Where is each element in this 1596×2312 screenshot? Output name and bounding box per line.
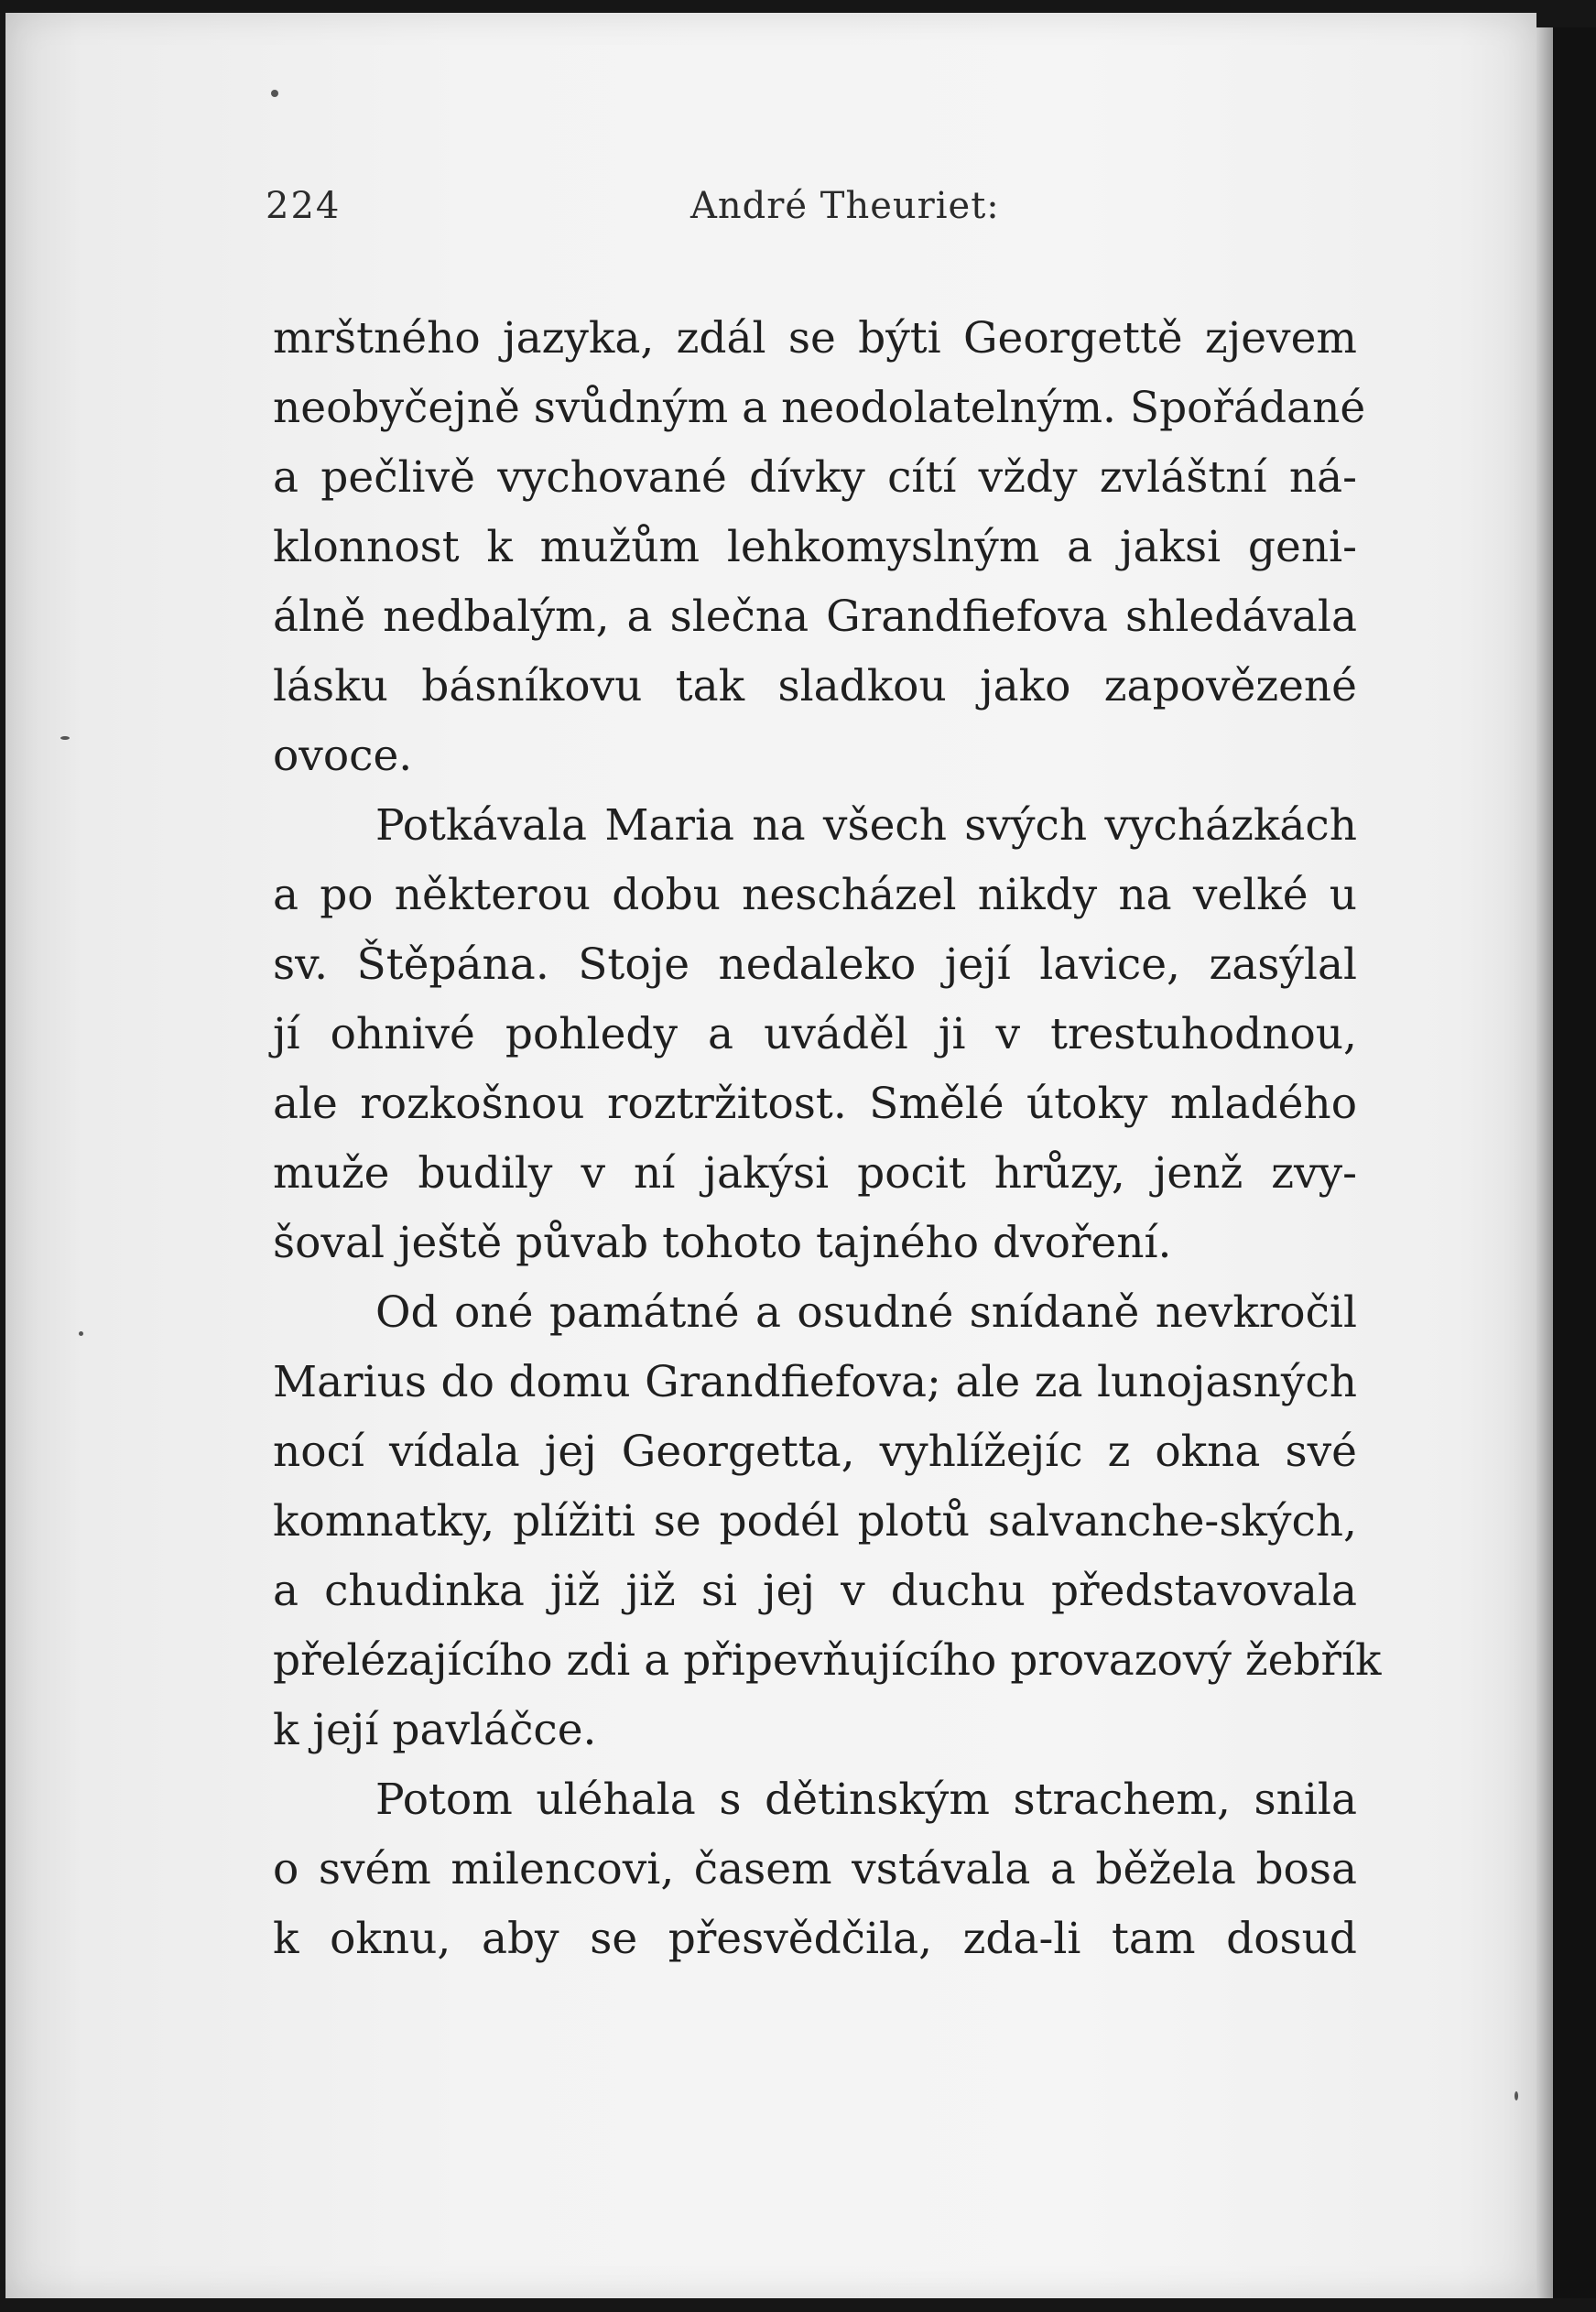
book-page (5, 13, 1536, 2298)
ink-speck (79, 1331, 83, 1336)
page-edge (1536, 27, 1553, 2298)
text-line: jí ohnivé pohledy a uváděl ji v trestuhodnou, (273, 1009, 1357, 1059)
text-line: Potom uléhala s dětinským strachem, snila (375, 1775, 1357, 1825)
paragraph (273, 1278, 1382, 1765)
text-line: a po některou dobu nescházel nikdy na velké u (273, 870, 1357, 920)
text-line: a chudinka již již si jej v duchu představovala (273, 1566, 1357, 1616)
ink-speck (60, 736, 70, 740)
text-line: o svém milencovi, časem vstávala a běžela bosa (273, 1844, 1357, 1894)
paragraph (273, 791, 1357, 1278)
text-line: komnatky, plížiti se podél plotů salvanche-ských, (273, 1496, 1357, 1547)
scan-border (1553, 27, 1596, 2298)
text-line: nocí vídala jej Georgetta, vyhlížejíc z okna své (273, 1427, 1357, 1477)
text-line: k oknu, aby se přesvědčila, zda-li tam dosud (273, 1914, 1357, 1964)
ink-speck (1515, 2091, 1518, 2100)
text-line: a pečlivě vychované dívky cítí vždy zvláštní ná- (273, 452, 1357, 503)
text-line: Marius do domu Grandfiefova; ale za lunojasných (273, 1357, 1357, 1407)
ink-speck (271, 90, 278, 97)
text-line: Potkávala Maria na všech svých vycházkách (375, 800, 1357, 851)
body-text (273, 304, 1382, 1974)
text-line: álně nedbalým, a slečna Grandfiefova shledávala (273, 592, 1357, 642)
text-line: šoval ještě půvab tohoto tajného dvoření. (273, 1218, 1172, 1268)
text-line: lásku básníkovu tak sladkou jako zapovězené (273, 661, 1357, 711)
text-line: neobyčejně svůdným a neodolatelným. Spořádané (273, 383, 1366, 433)
text-line: klonnost k mužům lehkomyslným a jaksi geni- (273, 522, 1357, 572)
text-line: ale rozkošnou roztržitost. Smělé útoky mladého (273, 1079, 1357, 1129)
paragraph (273, 304, 1366, 791)
running-head: André Theuriet: (690, 185, 1000, 227)
text-line: muže budily v ní jakýsi pocit hrůzy, jenž zvy- (273, 1148, 1357, 1199)
text-line: sv. Štěpána. Stoje nedaleko její lavice, zasýlal (273, 939, 1357, 990)
text-line: k její pavláčce. (273, 1705, 597, 1755)
paragraph (273, 1765, 1357, 1974)
text-line: ovoce. (273, 731, 413, 781)
text-line: přelézajícího zdi a připevňujícího provazový žebřík (273, 1635, 1382, 1686)
text-line: mrštného jazyka, zdál se býti Georgettě zjevem (273, 313, 1357, 364)
page-header (5, 185, 1536, 240)
text-line: Od oné památné a osudné snídaně nevkročil (375, 1287, 1357, 1338)
page-number: 224 (266, 185, 342, 227)
